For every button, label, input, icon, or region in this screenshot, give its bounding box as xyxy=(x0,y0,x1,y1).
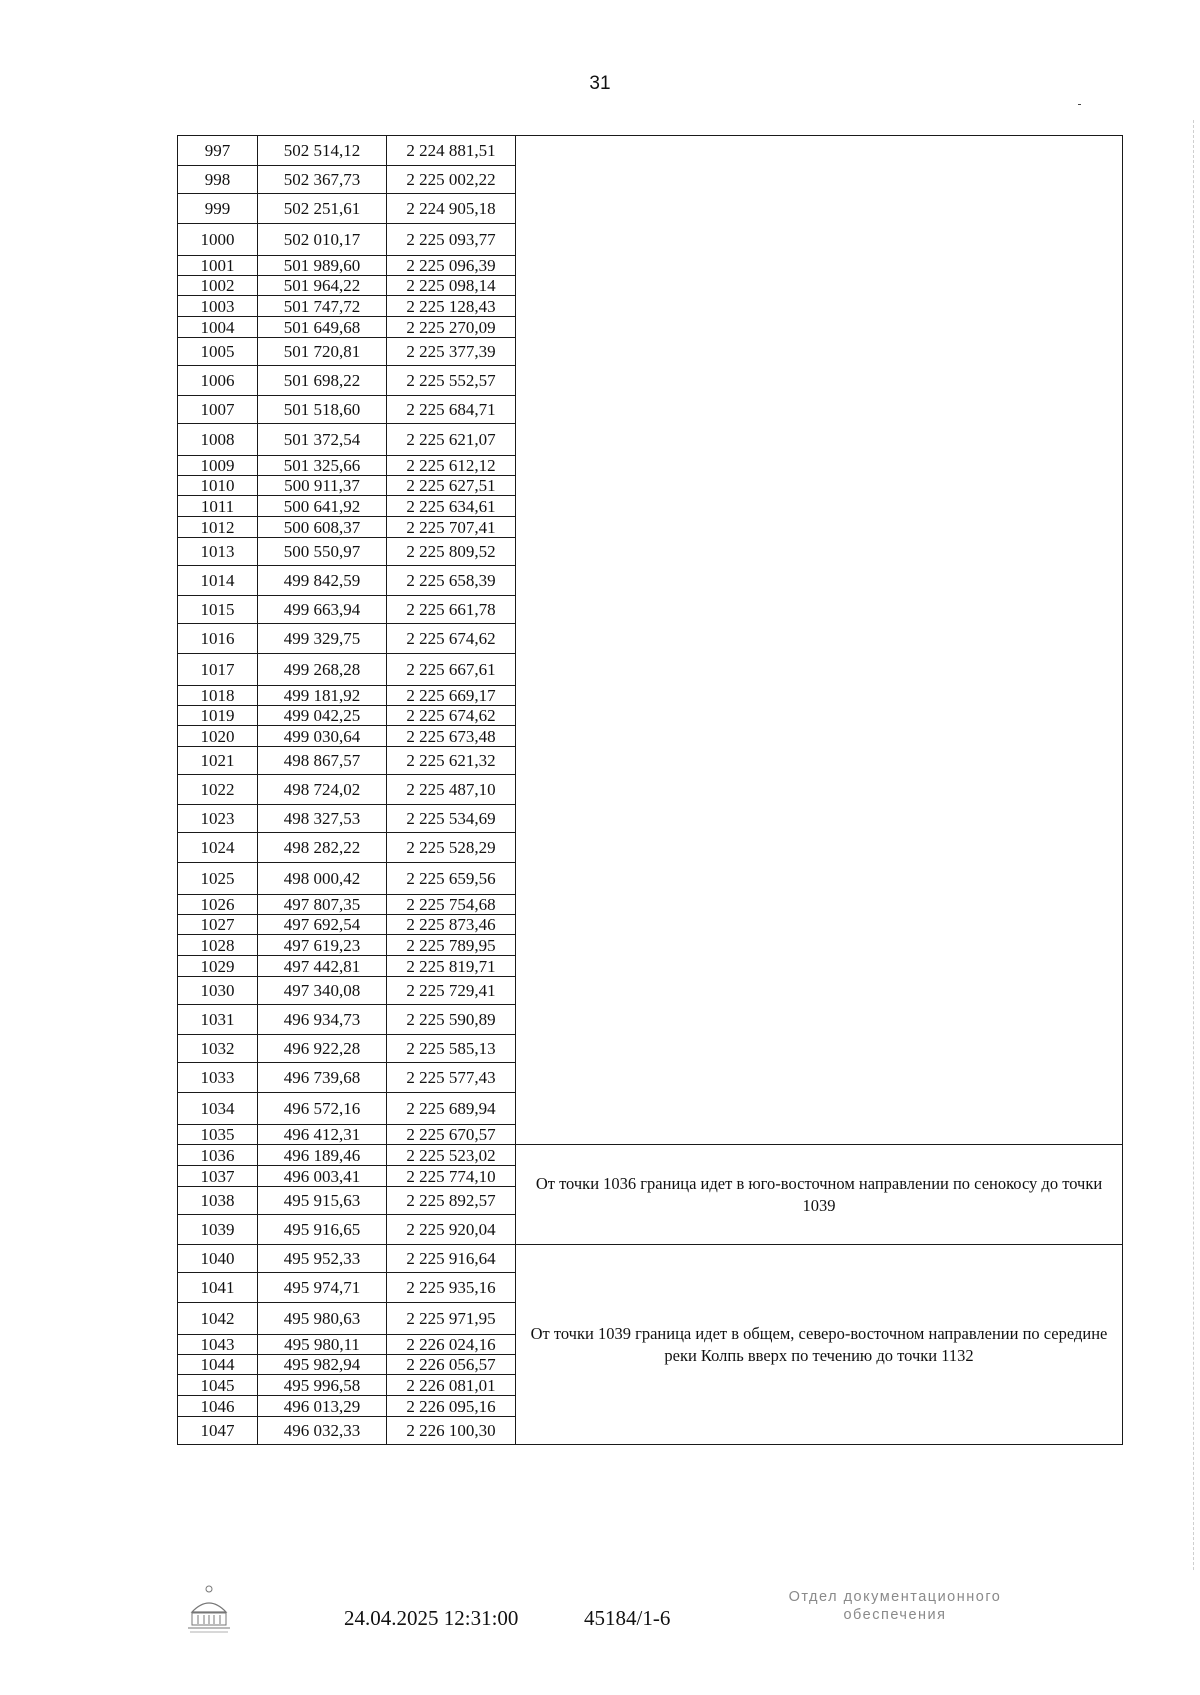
x-coordinate-cell: 496 572,16 xyxy=(258,1093,387,1125)
y-coordinate-cell: 2 225 577,43 xyxy=(387,1063,516,1093)
x-coordinate-cell: 499 842,59 xyxy=(258,566,387,596)
y-coordinate-cell: 2 225 669,17 xyxy=(387,686,516,706)
point-number-cell: 1018 xyxy=(178,686,258,706)
x-coordinate-cell: 501 649,68 xyxy=(258,317,387,338)
table-row xyxy=(178,1245,1123,1273)
point-number-cell: 1021 xyxy=(178,747,258,775)
boundary-description-cell xyxy=(516,136,1123,1145)
y-coordinate-cell: 2 225 774,10 xyxy=(387,1166,516,1187)
x-coordinate-cell: 496 013,29 xyxy=(258,1396,387,1417)
y-coordinate-cell: 2 225 627,51 xyxy=(387,476,516,496)
x-coordinate-cell: 495 980,11 xyxy=(258,1335,387,1355)
point-number-cell: 1037 xyxy=(178,1166,258,1187)
y-coordinate-cell: 2 225 667,61 xyxy=(387,654,516,686)
point-number-cell: 1041 xyxy=(178,1273,258,1303)
x-coordinate-cell: 501 989,60 xyxy=(258,256,387,276)
x-coordinate-cell: 501 698,22 xyxy=(258,366,387,396)
point-number-cell: 1035 xyxy=(178,1125,258,1145)
y-coordinate-cell: 2 225 093,77 xyxy=(387,224,516,256)
x-coordinate-cell: 498 724,02 xyxy=(258,775,387,805)
y-coordinate-cell: 2 225 612,12 xyxy=(387,456,516,476)
point-number-cell: 1042 xyxy=(178,1303,258,1335)
x-coordinate-cell: 495 996,58 xyxy=(258,1375,387,1396)
x-coordinate-cell: 497 692,54 xyxy=(258,915,387,935)
y-coordinate-cell: 2 225 098,14 xyxy=(387,276,516,296)
y-coordinate-cell: 2 225 658,39 xyxy=(387,566,516,596)
y-coordinate-cell: 2 225 916,64 xyxy=(387,1245,516,1273)
y-coordinate-cell: 2 225 661,78 xyxy=(387,596,516,624)
x-coordinate-cell: 496 739,68 xyxy=(258,1063,387,1093)
y-coordinate-cell: 2 225 935,16 xyxy=(387,1273,516,1303)
x-coordinate-cell: 501 518,60 xyxy=(258,396,387,424)
y-coordinate-cell: 2 225 523,02 xyxy=(387,1145,516,1166)
y-coordinate-cell: 2 225 892,57 xyxy=(387,1187,516,1215)
y-coordinate-cell: 2 225 128,43 xyxy=(387,296,516,317)
stamp-line-1: Отдел документационного xyxy=(788,1589,1002,1605)
point-number-cell: 1002 xyxy=(178,276,258,296)
x-coordinate-cell: 501 325,66 xyxy=(258,456,387,476)
y-coordinate-cell: 2 225 634,61 xyxy=(387,496,516,517)
point-number-cell: 1032 xyxy=(178,1035,258,1063)
x-coordinate-cell: 501 747,72 xyxy=(258,296,387,317)
point-number-cell: 1040 xyxy=(178,1245,258,1273)
y-coordinate-cell: 2 225 670,57 xyxy=(387,1125,516,1145)
point-number-cell: 1029 xyxy=(178,956,258,977)
y-coordinate-cell: 2 226 095,16 xyxy=(387,1396,516,1417)
y-coordinate-cell: 2 225 789,95 xyxy=(387,935,516,956)
point-number-cell: 1012 xyxy=(178,517,258,538)
scan-edge-line xyxy=(1193,120,1195,1570)
x-coordinate-cell: 495 916,65 xyxy=(258,1215,387,1245)
department-stamp xyxy=(740,1588,1050,1624)
y-coordinate-cell: 2 225 377,39 xyxy=(387,338,516,366)
y-coordinate-cell: 2 225 552,57 xyxy=(387,366,516,396)
point-number-cell: 1027 xyxy=(178,915,258,935)
x-coordinate-cell: 496 003,41 xyxy=(258,1166,387,1187)
footer-datetime: 24.04.2025 12:31:00 xyxy=(344,1606,519,1630)
point-number-cell: 1047 xyxy=(178,1417,258,1445)
point-number-cell: 1007 xyxy=(178,396,258,424)
x-coordinate-cell: 496 934,73 xyxy=(258,1005,387,1035)
coordinates-table-body xyxy=(178,136,1123,1445)
x-coordinate-cell: 502 251,61 xyxy=(258,194,387,224)
y-coordinate-cell: 2 225 487,10 xyxy=(387,775,516,805)
x-coordinate-cell: 495 952,33 xyxy=(258,1245,387,1273)
y-coordinate-cell: 2 225 534,69 xyxy=(387,805,516,833)
x-coordinate-cell: 500 550,97 xyxy=(258,538,387,566)
x-coordinate-cell: 499 663,94 xyxy=(258,596,387,624)
point-number-cell: 1008 xyxy=(178,424,258,456)
x-coordinate-cell: 497 619,23 xyxy=(258,935,387,956)
x-coordinate-cell: 500 911,37 xyxy=(258,476,387,496)
x-coordinate-cell: 498 327,53 xyxy=(258,805,387,833)
y-coordinate-cell: 2 226 081,01 xyxy=(387,1375,516,1396)
point-number-cell: 1036 xyxy=(178,1145,258,1166)
point-number-cell: 1010 xyxy=(178,476,258,496)
y-coordinate-cell: 2 225 585,13 xyxy=(387,1035,516,1063)
point-number-cell: 1045 xyxy=(178,1375,258,1396)
point-number-cell: 1023 xyxy=(178,805,258,833)
x-coordinate-cell: 502 367,73 xyxy=(258,166,387,194)
y-coordinate-cell: 2 225 809,52 xyxy=(387,538,516,566)
page-number: 31 xyxy=(589,73,611,94)
y-coordinate-cell: 2 225 674,62 xyxy=(387,624,516,654)
y-coordinate-cell: 2 225 684,71 xyxy=(387,396,516,424)
point-number-cell: 1014 xyxy=(178,566,258,596)
point-number-cell: 1034 xyxy=(178,1093,258,1125)
point-number-cell: 998 xyxy=(178,166,258,194)
point-number-cell: 1020 xyxy=(178,726,258,747)
point-number-cell: 1006 xyxy=(178,366,258,396)
point-number-cell: 1038 xyxy=(178,1187,258,1215)
x-coordinate-cell: 501 964,22 xyxy=(258,276,387,296)
y-coordinate-cell: 2 224 881,51 xyxy=(387,136,516,166)
y-coordinate-cell: 2 225 528,29 xyxy=(387,833,516,863)
point-number-cell: 1044 xyxy=(178,1355,258,1375)
x-coordinate-cell: 500 641,92 xyxy=(258,496,387,517)
y-coordinate-cell: 2 225 621,32 xyxy=(387,747,516,775)
table-row xyxy=(178,136,1123,166)
x-coordinate-cell: 495 980,63 xyxy=(258,1303,387,1335)
point-number-cell: 1017 xyxy=(178,654,258,686)
x-coordinate-cell: 501 372,54 xyxy=(258,424,387,456)
x-coordinate-cell: 495 982,94 xyxy=(258,1355,387,1375)
x-coordinate-cell: 499 329,75 xyxy=(258,624,387,654)
point-number-cell: 1011 xyxy=(178,496,258,517)
y-coordinate-cell: 2 225 689,94 xyxy=(387,1093,516,1125)
y-coordinate-cell: 2 226 100,30 xyxy=(387,1417,516,1445)
y-coordinate-cell: 2 225 002,22 xyxy=(387,166,516,194)
y-coordinate-cell: 2 226 056,57 xyxy=(387,1355,516,1375)
boundary-description-cell: От точки 1039 граница идет в общем, северо-восточном направлении по середине реки Колпь вверх по течению до точки 1132 xyxy=(516,1245,1123,1445)
point-number-cell: 1026 xyxy=(178,895,258,915)
y-coordinate-cell: 2 225 729,41 xyxy=(387,977,516,1005)
point-number-cell: 1028 xyxy=(178,935,258,956)
point-number-cell: 1039 xyxy=(178,1215,258,1245)
point-number-cell: 1013 xyxy=(178,538,258,566)
x-coordinate-cell: 495 974,71 xyxy=(258,1273,387,1303)
point-number-cell: 999 xyxy=(178,194,258,224)
x-coordinate-cell: 499 181,92 xyxy=(258,686,387,706)
coordinates-table xyxy=(177,135,1123,1445)
point-number-cell: 1000 xyxy=(178,224,258,256)
y-coordinate-cell: 2 225 673,48 xyxy=(387,726,516,747)
y-coordinate-cell: 2 225 920,04 xyxy=(387,1215,516,1245)
y-coordinate-cell: 2 225 674,62 xyxy=(387,706,516,726)
y-coordinate-cell: 2 225 096,39 xyxy=(387,256,516,276)
point-number-cell: 1019 xyxy=(178,706,258,726)
x-coordinate-cell: 496 189,46 xyxy=(258,1145,387,1166)
logo-icon xyxy=(182,1580,236,1640)
x-coordinate-cell: 501 720,81 xyxy=(258,338,387,366)
x-coordinate-cell: 499 268,28 xyxy=(258,654,387,686)
x-coordinate-cell: 499 042,25 xyxy=(258,706,387,726)
stamp-line-2: обеспечения xyxy=(843,1607,947,1624)
y-coordinate-cell: 2 225 590,89 xyxy=(387,1005,516,1035)
x-coordinate-cell: 496 922,28 xyxy=(258,1035,387,1063)
x-coordinate-cell: 496 412,31 xyxy=(258,1125,387,1145)
y-coordinate-cell: 2 225 270,09 xyxy=(387,317,516,338)
point-number-cell: 1043 xyxy=(178,1335,258,1355)
point-number-cell: 1030 xyxy=(178,977,258,1005)
x-coordinate-cell: 498 000,42 xyxy=(258,863,387,895)
y-coordinate-cell: 2 225 819,71 xyxy=(387,956,516,977)
point-number-cell: 997 xyxy=(178,136,258,166)
scan-mark xyxy=(1078,104,1081,105)
point-number-cell: 1001 xyxy=(178,256,258,276)
y-coordinate-cell: 2 225 971,95 xyxy=(387,1303,516,1335)
x-coordinate-cell: 502 010,17 xyxy=(258,224,387,256)
point-number-cell: 1031 xyxy=(178,1005,258,1035)
x-coordinate-cell: 498 867,57 xyxy=(258,747,387,775)
table-row xyxy=(178,1145,1123,1166)
y-coordinate-cell: 2 225 621,07 xyxy=(387,424,516,456)
point-number-cell: 1024 xyxy=(178,833,258,863)
point-number-cell: 1025 xyxy=(178,863,258,895)
point-number-cell: 1005 xyxy=(178,338,258,366)
x-coordinate-cell: 496 032,33 xyxy=(258,1417,387,1445)
y-coordinate-cell: 2 226 024,16 xyxy=(387,1335,516,1355)
footer-document-number: 45184/1-6 xyxy=(584,1606,671,1630)
y-coordinate-cell: 2 225 707,41 xyxy=(387,517,516,538)
point-number-cell: 1016 xyxy=(178,624,258,654)
x-coordinate-cell: 498 282,22 xyxy=(258,833,387,863)
y-coordinate-cell: 2 225 754,68 xyxy=(387,895,516,915)
x-coordinate-cell: 502 514,12 xyxy=(258,136,387,166)
y-coordinate-cell: 2 225 873,46 xyxy=(387,915,516,935)
x-coordinate-cell: 497 340,08 xyxy=(258,977,387,1005)
y-coordinate-cell: 2 225 659,56 xyxy=(387,863,516,895)
point-number-cell: 1033 xyxy=(178,1063,258,1093)
y-coordinate-cell: 2 224 905,18 xyxy=(387,194,516,224)
point-number-cell: 1022 xyxy=(178,775,258,805)
x-coordinate-cell: 497 442,81 xyxy=(258,956,387,977)
point-number-cell: 1015 xyxy=(178,596,258,624)
x-coordinate-cell: 495 915,63 xyxy=(258,1187,387,1215)
point-number-cell: 1004 xyxy=(178,317,258,338)
point-number-cell: 1046 xyxy=(178,1396,258,1417)
point-number-cell: 1003 xyxy=(178,296,258,317)
point-number-cell: 1009 xyxy=(178,456,258,476)
x-coordinate-cell: 499 030,64 xyxy=(258,726,387,747)
boundary-description-cell: От точки 1036 граница идет в юго-восточном направлении по сенокосу до точки 1039 xyxy=(516,1145,1123,1245)
x-coordinate-cell: 500 608,37 xyxy=(258,517,387,538)
x-coordinate-cell: 497 807,35 xyxy=(258,895,387,915)
